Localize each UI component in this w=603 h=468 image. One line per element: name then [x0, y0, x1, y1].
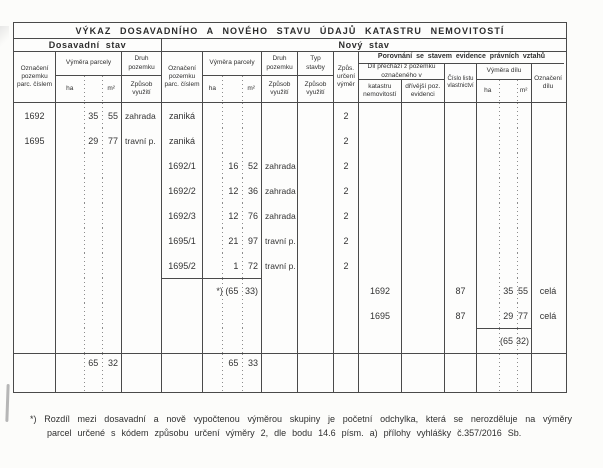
cell-building-type [298, 153, 334, 178]
cell-old-parcel [14, 178, 56, 203]
value: 36 [247, 185, 258, 196]
cell-new-parcel [162, 278, 203, 303]
cell-old-area [56, 153, 122, 178]
cell-old-parcel [14, 153, 56, 178]
table-row [14, 303, 566, 328]
cell-new-landtype [262, 153, 298, 178]
header-new-parcel-number: Označení pozemku parc. číslem [162, 52, 203, 102]
header-cadastre-label: katastru nemovitostí [359, 80, 402, 102]
cell-new-landtype [262, 103, 298, 128]
value: 1692/2 [168, 185, 196, 196]
cell-ownership-sheet [445, 328, 477, 353]
cadastre-statement-table [13, 22, 567, 393]
header-part-transfer-label: Díl přechází z pozemku označeného v [359, 64, 444, 80]
cell-old-parcel [14, 203, 56, 228]
value: 55 [517, 285, 528, 296]
cell-former-records [402, 103, 445, 128]
cell-old-area [56, 328, 122, 353]
cell-new-parcel [162, 153, 203, 178]
cell-cadastre-parcel [359, 203, 402, 228]
cell-old-parcel [14, 103, 56, 128]
cell-new-area [203, 328, 262, 353]
header-comparison-block [359, 52, 564, 102]
totals-row [14, 353, 566, 392]
cell-old-parcel [14, 328, 56, 353]
cell-part-area [477, 128, 532, 153]
value: 97 [247, 235, 258, 246]
header-old-landtype [122, 52, 162, 102]
cell-new-area [203, 228, 262, 253]
cell-building-type [298, 203, 334, 228]
header-comparison-title: Porovnání se stavem evidence právních vztahů [359, 52, 564, 64]
value: 1692/1 [168, 160, 196, 171]
cell-determination-code [334, 253, 359, 278]
cell-old-area [56, 278, 122, 303]
cell-determination-code [334, 354, 359, 392]
header-part-area-units [477, 80, 531, 102]
table-row-subtotal-new [14, 278, 566, 303]
cell-cadastre-parcel [359, 328, 402, 353]
cell-cadastre-parcel [359, 128, 402, 153]
unit-ha-label: ha [66, 84, 74, 92]
value: celá [539, 310, 557, 321]
cell-old-area-total [56, 354, 122, 392]
cell-determination-code [334, 103, 359, 128]
cell-new-parcel [162, 178, 203, 203]
cell-old-area [56, 103, 122, 128]
cell-new-landtype [262, 278, 298, 303]
cell-ownership-sheet [445, 303, 477, 328]
cell-old-landtype [122, 178, 162, 203]
cell-part-area [477, 354, 532, 392]
cell-part-designation [532, 178, 564, 203]
cell-former-records [402, 153, 445, 178]
cell-new-landtype [262, 328, 298, 353]
value: zahrada [265, 210, 296, 221]
value: zaniká [168, 110, 195, 121]
cell-old-area [56, 178, 122, 203]
cell-old-parcel [14, 354, 56, 392]
cell-part-designation [532, 203, 564, 228]
cell-new-area [203, 203, 262, 228]
cell-building-type [298, 328, 334, 353]
cell-part-area [477, 153, 532, 178]
value: 87 [455, 310, 466, 321]
cell-new-landtype [262, 253, 298, 278]
cell-old-parcel [14, 228, 56, 253]
cell-former-records [402, 228, 445, 253]
value: 1692 [369, 285, 391, 296]
cell-cadastre-parcel [359, 228, 402, 253]
cell-new-landtype [262, 228, 298, 253]
header-old-area-label: Výměra parcely [56, 52, 121, 76]
header-part-designation: Označení dílu [534, 74, 562, 90]
value: 77 [107, 135, 118, 146]
value: 1695 [24, 135, 45, 146]
cell-part-designation [532, 253, 564, 278]
header-new-area-units [203, 76, 261, 102]
value: 72 [247, 260, 258, 271]
cell-building-type [298, 253, 334, 278]
cell-ownership-sheet [445, 128, 477, 153]
value: 16 [228, 160, 239, 171]
cell-cadastre-parcel [359, 178, 402, 203]
cell-part-designation [532, 278, 564, 303]
cell-new-area-total [203, 354, 262, 392]
header-area-determination: Způs. určení výměr [334, 52, 359, 102]
value: travní p. [265, 235, 296, 246]
header-building-type-label: Typ stavby [298, 52, 333, 76]
cell-former-records [402, 253, 445, 278]
value: 65 [88, 358, 99, 368]
cell-part-area [477, 178, 532, 203]
cell-building-type [298, 354, 334, 392]
cell-old-landtype [122, 228, 162, 253]
value: travní p. [265, 260, 296, 271]
cell-building-type [298, 128, 334, 153]
header-comparison-body [359, 64, 564, 102]
cell-former-records [402, 128, 445, 153]
cell-part-area [477, 303, 532, 328]
cell-determination-code [334, 303, 359, 328]
value: travní p. [125, 135, 156, 146]
cell-ownership-sheet [445, 354, 477, 392]
cell-new-parcel [162, 128, 203, 153]
header-part-area-label: Výměra dílu [477, 64, 531, 80]
header-new-landtype [262, 52, 298, 102]
scan-artifact-left-edge [5, 384, 9, 422]
cell-old-landtype [122, 253, 162, 278]
value: 29 [88, 135, 99, 146]
header-new-landtype-label: Druh pozemku [262, 52, 297, 76]
units-line [477, 80, 531, 102]
cell-old-area [56, 203, 122, 228]
value: celá [539, 285, 557, 296]
table-row [14, 253, 566, 278]
header-building-use-label: Způsob využití [304, 80, 327, 96]
header-part-transfer [359, 64, 445, 102]
value: 87 [455, 285, 466, 296]
cell-old-area [56, 303, 122, 328]
value: 29 [503, 310, 514, 321]
cell-determination-code [334, 128, 359, 153]
cell-building-type [298, 228, 334, 253]
cell-determination-code [334, 228, 359, 253]
value: 21 [228, 235, 239, 246]
cell-new-parcel [162, 228, 203, 253]
cell-old-landtype [122, 103, 162, 128]
header-old-area-units [56, 76, 121, 102]
scan-artifact-corner [0, 26, 9, 48]
cell-building-type [298, 178, 334, 203]
header-part-transfer-sub [359, 80, 444, 102]
cell-building-type [298, 103, 334, 128]
section-existing-state: Dosavadní stav [14, 39, 162, 51]
cell-ownership-sheet [445, 278, 477, 303]
cell-new-landtype [262, 303, 298, 328]
unit-m2-label: m² [247, 84, 255, 92]
units-line [56, 76, 121, 102]
cell-old-area [56, 228, 122, 253]
cell-part-area [477, 203, 532, 228]
cell-former-records [402, 354, 445, 392]
cell-old-parcel [14, 278, 56, 303]
value: 77 [517, 310, 528, 321]
header-new-area [203, 52, 262, 102]
header-old-landtype-label: Druh pozemku [122, 52, 161, 76]
header-old-parcel-number: Označení pozemku parc. číslem [14, 52, 56, 102]
cell-old-area [56, 253, 122, 278]
cell-part-designation [532, 303, 564, 328]
cell-new-area [203, 253, 262, 278]
cell-new-landtype [262, 203, 298, 228]
cell-cadastre-parcel [359, 103, 402, 128]
cell-old-landtype [122, 328, 162, 353]
value: (65 [499, 336, 513, 346]
value: 1695/2 [168, 260, 196, 271]
value: 2 [343, 185, 349, 196]
value: zahrada [125, 110, 156, 121]
cell-determination-code [334, 178, 359, 203]
cell-former-records [402, 328, 445, 353]
cell-part-designation [532, 128, 564, 153]
cell-part-area [477, 253, 532, 278]
cell-new-landtype [262, 354, 298, 392]
cell-determination-code [334, 153, 359, 178]
cell-ownership-sheet [445, 153, 477, 178]
cell-building-type [298, 303, 334, 328]
header-old-area [56, 52, 122, 102]
cell-old-parcel [14, 253, 56, 278]
cell-cadastre-parcel [359, 354, 402, 392]
value: 35 [88, 110, 99, 121]
cell-determination-code [334, 203, 359, 228]
cell-old-landtype [122, 303, 162, 328]
value: zaniká [168, 135, 195, 146]
cell-old-landtype [122, 278, 162, 303]
value: 2 [343, 210, 349, 221]
value: *) (65 [216, 286, 239, 296]
value: 65 [228, 358, 239, 368]
cell-former-records [402, 178, 445, 203]
header-new-use-label: Způsob využití [268, 80, 291, 96]
cell-determination-code [334, 278, 359, 303]
value: 32) [516, 336, 530, 346]
value: 1692 [24, 110, 45, 121]
unit-m2-label: m² [519, 86, 528, 94]
header-building-type [298, 52, 334, 102]
value: 1695 [369, 310, 391, 321]
cell-new-landtype [262, 128, 298, 153]
value: 33) [244, 286, 258, 296]
table-body [14, 103, 566, 353]
value: 1695/1 [168, 235, 196, 246]
cell-part-area [477, 103, 532, 128]
section-header-row [14, 39, 566, 52]
table-row [14, 153, 566, 178]
value: 76 [247, 210, 258, 221]
cell-part-area [477, 278, 532, 303]
value: 12 [228, 210, 239, 221]
cell-old-landtype [122, 153, 162, 178]
cell-new-area [203, 178, 262, 203]
cell-determination-code [334, 328, 359, 353]
table-row [14, 178, 566, 203]
cell-old-parcel [14, 128, 56, 153]
value: 2 [343, 260, 349, 271]
value: 35 [503, 285, 514, 296]
value: zahrada [265, 185, 296, 196]
cell-part-designation [532, 103, 564, 128]
cell-old-landtype [122, 354, 162, 392]
cell-part-area-subtotal [477, 328, 532, 353]
units-line [203, 76, 261, 102]
cell-old-parcel [14, 303, 56, 328]
value: 1 [233, 260, 239, 271]
unit-m2-label: m² [107, 84, 115, 92]
cell-new-area [203, 128, 262, 153]
value: 55 [107, 110, 118, 121]
cell-former-records [402, 303, 445, 328]
value: 32 [107, 358, 118, 368]
table-row [14, 203, 566, 228]
value: 1692/3 [168, 210, 196, 221]
column-header-row [14, 52, 566, 103]
unit-ha-label: ha [208, 84, 216, 92]
cell-new-area-subtotal [203, 278, 262, 303]
cell-ownership-sheet [445, 203, 477, 228]
unit-ha-label: ha [484, 86, 492, 94]
cell-old-landtype [122, 128, 162, 153]
cell-building-type [298, 278, 334, 303]
cell-part-designation [532, 354, 564, 392]
cell-ownership-sheet [445, 103, 477, 128]
cell-cadastre-parcel [359, 278, 402, 303]
cell-ownership-sheet [445, 253, 477, 278]
cell-new-area [203, 103, 262, 128]
value: 2 [343, 110, 349, 121]
cell-part-designation [532, 153, 564, 178]
value: 52 [247, 160, 258, 171]
cell-new-area [203, 153, 262, 178]
cell-cadastre-parcel [359, 303, 402, 328]
cell-part-area [477, 228, 532, 253]
header-new-area-label: Výměra parcely [203, 52, 261, 76]
cell-new-parcel [162, 203, 203, 228]
table-row [14, 228, 566, 253]
table-row [14, 128, 566, 153]
value: 2 [343, 160, 349, 171]
table-row-subtotal-parts [14, 328, 566, 353]
cell-cadastre-parcel [359, 253, 402, 278]
cell-part-designation [532, 228, 564, 253]
section-new-state: Nový stav [338, 40, 390, 50]
form-title: VÝKAZ DOSAVADNÍHO A NOVÉHO STAVU ÚDAJŮ KATASTRU NEMOVITOSTÍ [14, 23, 566, 39]
cell-former-records [402, 203, 445, 228]
cell-new-landtype [262, 178, 298, 203]
header-ownership-sheet: Číslo listu vlastnictví [445, 64, 477, 102]
cell-ownership-sheet [445, 228, 477, 253]
cell-cadastre-parcel [359, 153, 402, 178]
cell-former-records [402, 278, 445, 303]
header-old-use-label: Způsob využití [130, 80, 153, 96]
cell-new-parcel [162, 103, 203, 128]
value: 2 [343, 135, 349, 146]
value: 2 [343, 235, 349, 246]
footnote: *) Rozdíl mezi dosavadní a nově vypočtenou výměrou skupiny je početní odchylka, která se nerozděluje na výměry parcel určené s kódem způsobu určení výměry 2, dle bodu 14.6 písm. a) přílohy vyhlášky č.357/2016 Sb. [30, 414, 572, 438]
cell-old-area [56, 128, 122, 153]
cell-part-designation [532, 328, 564, 353]
cell-new-area [203, 303, 262, 328]
value: 33 [247, 358, 258, 368]
cell-ownership-sheet [445, 178, 477, 203]
cell-new-parcel [162, 328, 203, 353]
header-former-records-label: dřívější poz. evidenci [405, 82, 441, 98]
cell-new-parcel [162, 303, 203, 328]
cell-new-parcel [162, 354, 203, 392]
cell-new-parcel [162, 253, 203, 278]
header-part-area [477, 64, 532, 102]
value: 12 [228, 185, 239, 196]
value: zahrada [265, 160, 296, 171]
cell-old-landtype [122, 203, 162, 228]
table-row [14, 103, 566, 128]
